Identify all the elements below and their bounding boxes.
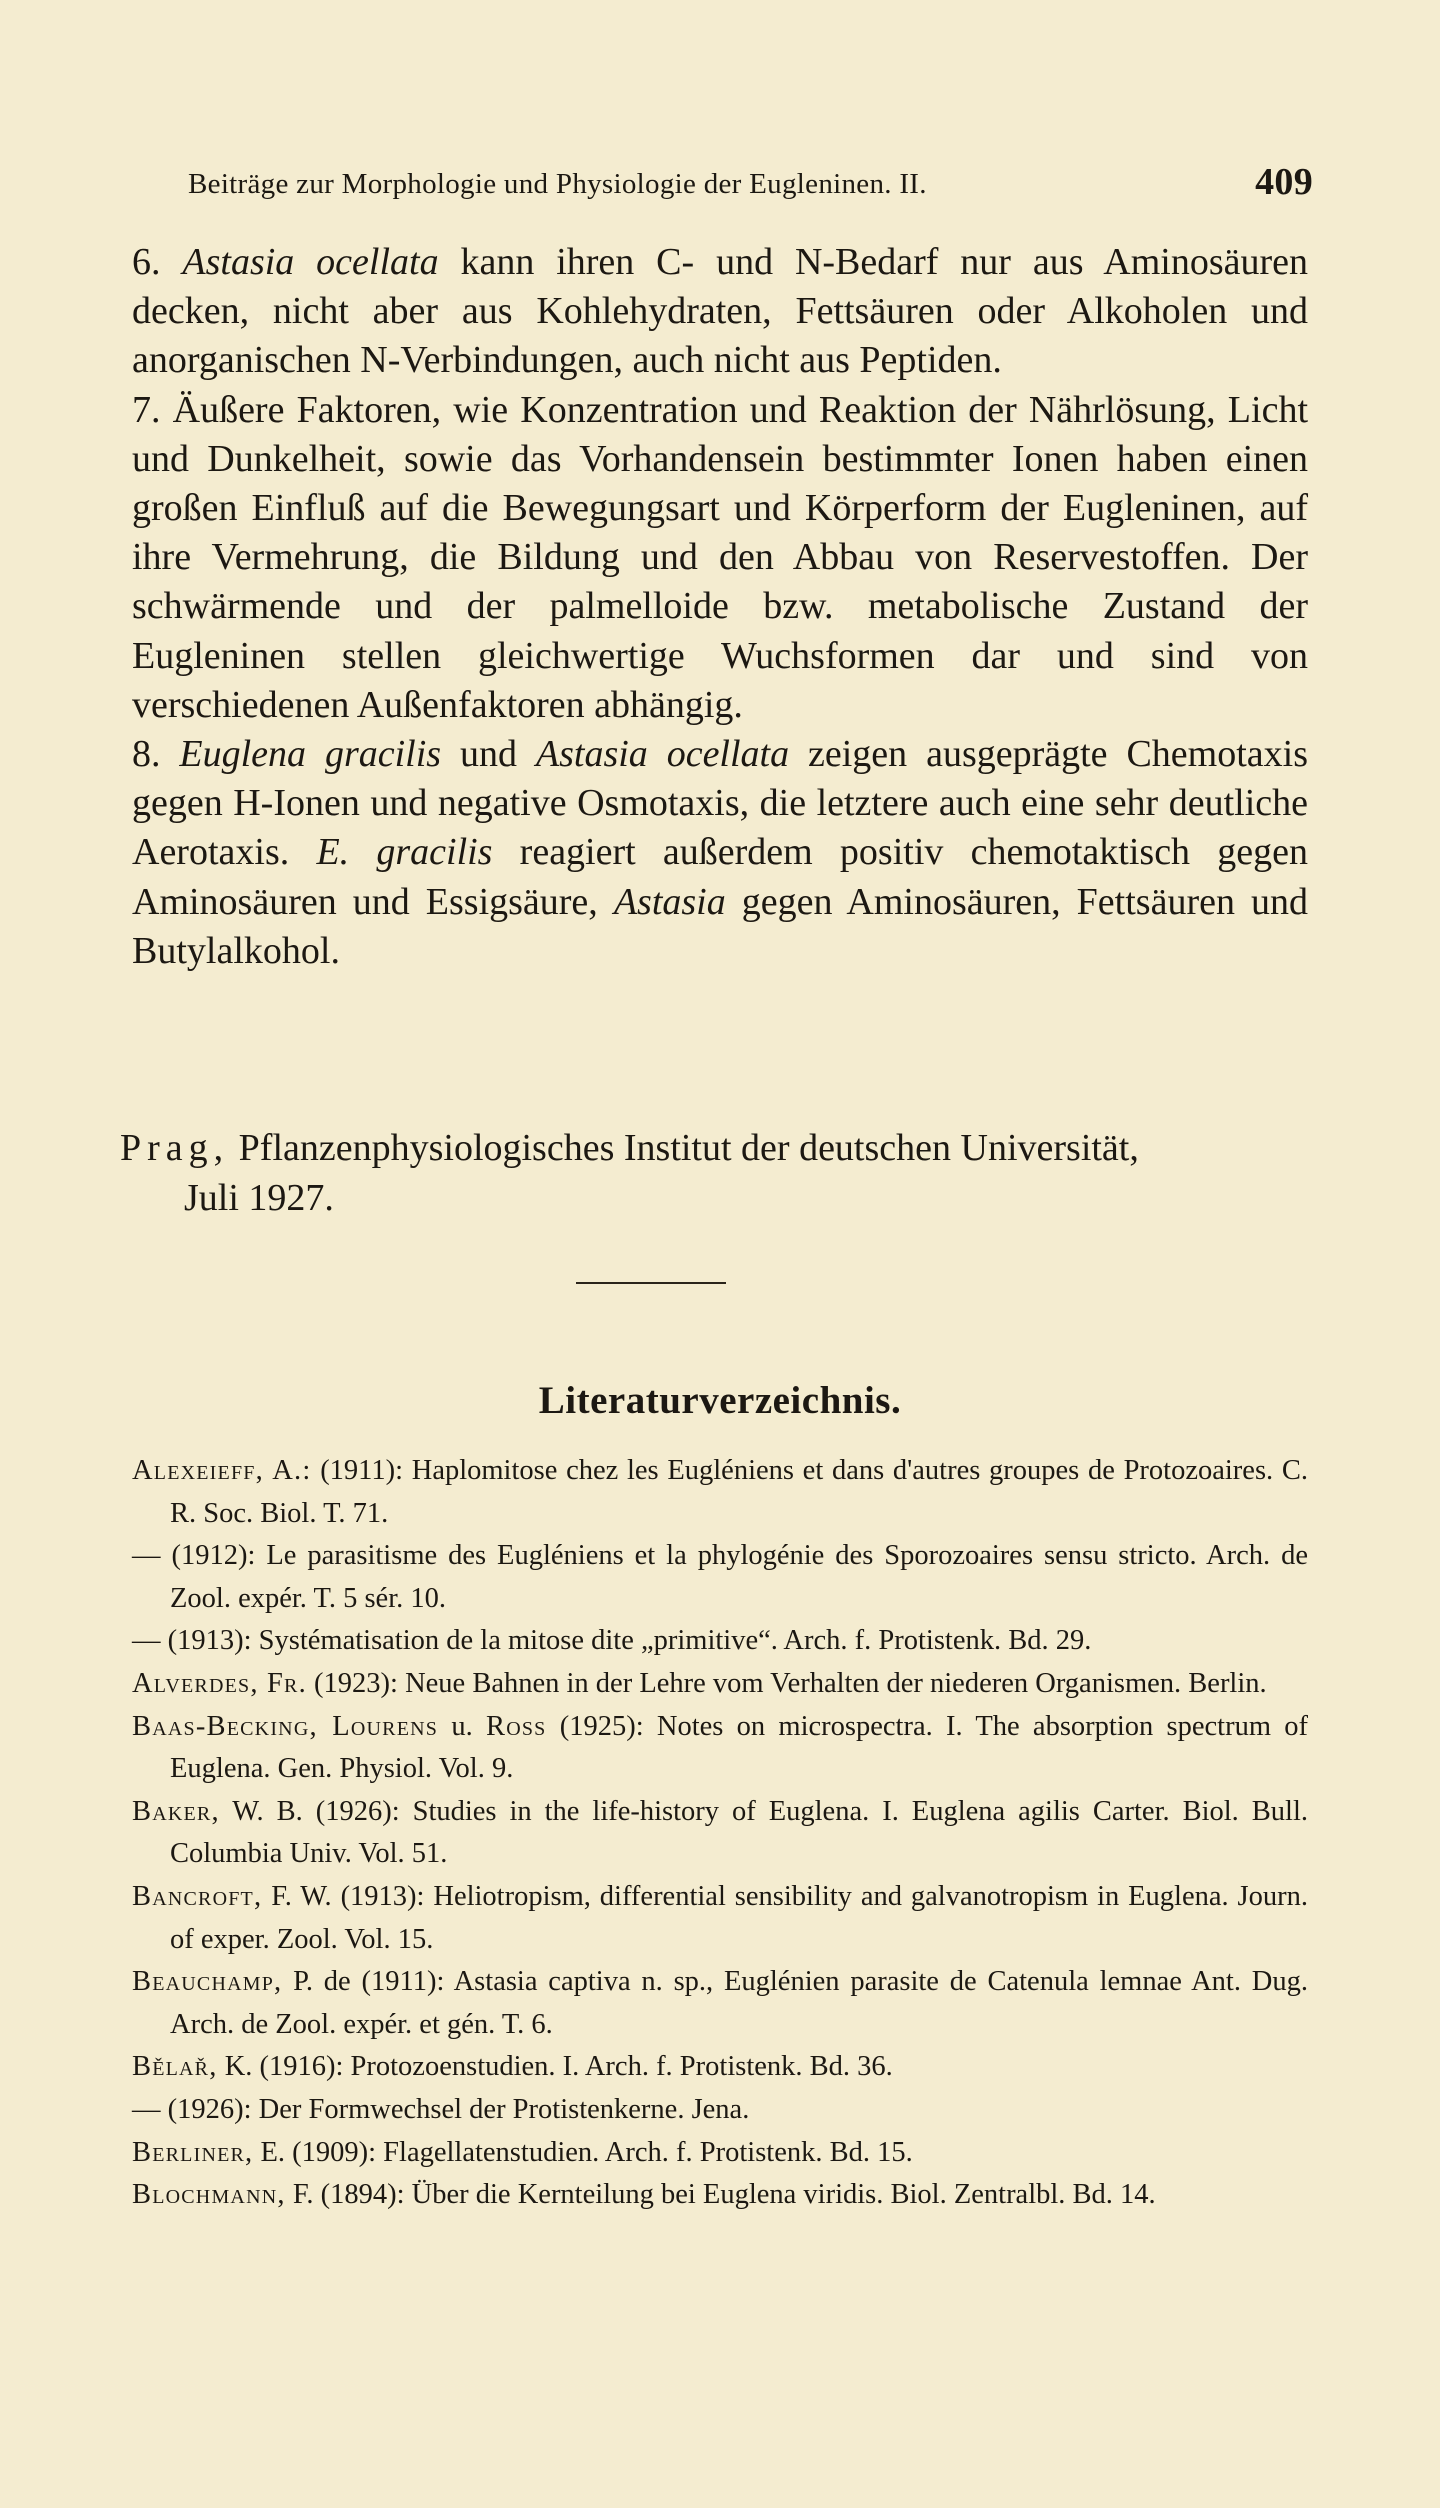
running-head xyxy=(188,158,1313,208)
reference-text: (1913): Systématisation de la mitose dite „primitive“. Arch. f. Protistenk. Bd. 29. xyxy=(160,1625,1092,1657)
conclusion-item-7 xyxy=(132,386,1308,730)
reference-item xyxy=(132,2132,1308,2175)
reference-author: Baas-Becking, Lourens xyxy=(132,1710,439,1742)
reference-author: Blochmann, xyxy=(132,2179,286,2211)
reference-text: W. B. (1926): Studies in the life-history of Euglena. I. Euglena agilis Carter. Biol. Bull. Columbia Univ. Vol. 51. xyxy=(170,1795,1308,1870)
reference-text: (1911): Haplomitose chez les Eugléniens et dans d'autres groupes de Protozoaires. C. R. Soc. Biol. T. 71. xyxy=(170,1455,1308,1529)
page-number: 409 xyxy=(1255,161,1313,203)
literature-heading: Literaturverzeichnis. xyxy=(538,1379,902,1422)
item-text: 7. Äußere Faktoren, wie Konzentration und Reaktion der Nährlösung, Licht und Dunkelheit, sowie das Vorhandensein bestimmter Ionen haben einen großen Einfluß auf die Bewegungsart und Körperform der Eugleninen, auf ihre Vermehrung, die Bildung und den Abbau von Reservestoffen. Der schwärmende und der palmelloide bzw. metabolische Zustand der Eugleninen stellen gleichwertige Wuchsformen dar und sind von verschiedenen Außenfaktoren abhängig. xyxy=(132,388,1308,726)
conclusions-text xyxy=(132,238,1308,976)
species-name: Astasia xyxy=(613,880,726,923)
item-text: kann ihren C- und N-Bedarf nur aus Aminosäuren decken, nicht aber aus Kohlehydraten, Fettsäuren oder Alkoholen und anorganischen N-Verbindungen, auch nicht aus Peptiden. xyxy=(132,241,1309,382)
place-line xyxy=(120,1123,1315,1173)
reference-item xyxy=(132,1876,1308,1961)
reference-text: (1923): Neue Bahnen in der Lehre vom Verhalten der niederen Organismen. Berlin. xyxy=(306,1667,1267,1699)
reference-author: Baker, xyxy=(132,1795,220,1827)
reference-author: — xyxy=(132,1540,161,1572)
item-number: 6. xyxy=(132,241,161,283)
species-name: Astasia ocellata xyxy=(182,241,439,283)
reference-text: (1926): Der Formwechsel der Protistenkerne. Jena. xyxy=(160,2093,750,2125)
city: Prag, xyxy=(120,1127,230,1169)
reference-author: Bancroft, xyxy=(132,1880,263,1912)
reference-author: Alexeieff, A.: xyxy=(132,1455,312,1486)
item-number: 8. xyxy=(132,733,161,776)
reference-author: Beauchamp, xyxy=(132,1966,283,1998)
reference-item xyxy=(132,1663,1308,1706)
reference-text: (1912): Le parasitisme des Eugléniens et la phylogénie des Sporozoaires sensu stricto. Arch. de Zool. expér. T. 5 sér. 10. xyxy=(160,1540,1308,1614)
conclusion-item-8 xyxy=(132,730,1308,976)
species-name: Euglena gracilis xyxy=(179,733,442,776)
reference-list xyxy=(132,1450,1308,2217)
reference-item xyxy=(132,2174,1308,2217)
reference-author: — xyxy=(132,2093,161,2125)
reference-text: E. (1909): Flagellatenstudien. Arch. f. Protistenk. Bd. 15. xyxy=(253,2136,913,2168)
reference-item xyxy=(132,2046,1308,2089)
reference-item xyxy=(132,1535,1308,1620)
item-text: reagiert außerdem positiv chemotaktisch gegen Aminosäuren und Essigsäure, xyxy=(132,831,1308,923)
running-head-title: Beiträge zur Morphologie und Physiologie der Eugleninen. II. xyxy=(188,168,927,200)
species-name: Astasia ocellata xyxy=(535,733,790,776)
reference-author: Bělař, xyxy=(132,2051,218,2083)
item-text: zeigen ausgeprägte Chemotaxis gegen H-Ionen und negative Osmotaxis, die letztere auch eine sehr deutliche Aerotaxis. xyxy=(132,733,1308,874)
reference-text: (1925): Notes on microspectra. I. The absorption spectrum of Euglena. Gen. Physiol. Vol. 9. xyxy=(170,1710,1308,1785)
reference-author: — xyxy=(132,1625,161,1657)
species-name: E. gracilis xyxy=(316,831,493,874)
section-divider xyxy=(576,1282,726,1284)
reference-author-2: Ross xyxy=(485,1710,547,1742)
reference-item xyxy=(132,1706,1308,1791)
date: Juli 1927. xyxy=(184,1177,334,1219)
institute: Pflanzenphysiologisches Institut der deutschen Universität, xyxy=(238,1127,1139,1169)
reference-item xyxy=(132,1620,1308,1663)
reference-item xyxy=(132,1450,1308,1535)
reference-author: Berliner, xyxy=(132,2136,254,2168)
reference-text: P. de (1911): Astasia captiva n. sp., Euglénien parasite de Catenula lemnae Ant. Dug. Arch. de Zool. expér. et gén. T. 6. xyxy=(170,1966,1308,2040)
reference-item xyxy=(132,1791,1308,1876)
conclusion-item-6 xyxy=(132,238,1308,386)
reference-connector: u. xyxy=(438,1710,486,1742)
place-and-date xyxy=(120,1123,1315,1223)
item-text: gegen Aminosäuren, Fettsäuren und Butylalkohol. xyxy=(132,880,1308,972)
reference-item xyxy=(132,1961,1308,2046)
reference-text: F. W. (1913): Heliotropism, differential sensibility and galvanotropism in Euglena. Journ. of exper. Zool. Vol. 15. xyxy=(170,1880,1308,1955)
reference-item xyxy=(132,2089,1308,2132)
item-text: und xyxy=(441,733,536,776)
reference-text: F. (1894): Über die Kernteilung bei Euglena viridis. Biol. Zentralbl. Bd. 14. xyxy=(285,2179,1156,2211)
reference-author: Alverdes, Fr. xyxy=(132,1667,307,1699)
reference-text: K. (1916): Protozoenstudien. I. Arch. f. Protistenk. Bd. 36. xyxy=(217,2051,893,2083)
